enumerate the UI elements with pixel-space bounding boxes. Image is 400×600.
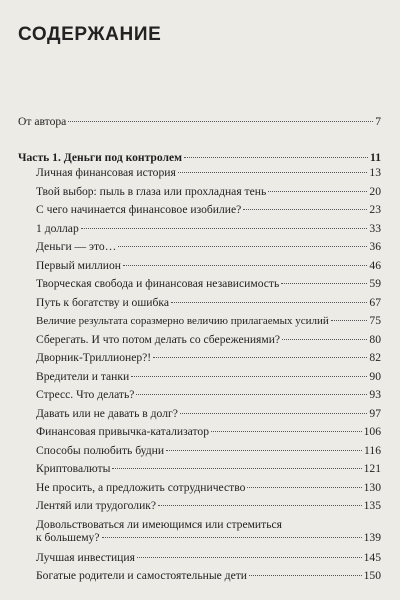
toc-entry[interactable] bbox=[36, 425, 381, 438]
toc-entry[interactable] bbox=[36, 185, 381, 198]
toc-entry-two-line[interactable] bbox=[36, 518, 381, 544]
toc-page-number: 130 bbox=[363, 481, 381, 494]
dot-leader bbox=[268, 191, 367, 192]
dot-leader bbox=[81, 228, 368, 229]
toc-entry-label-line2: к большему? bbox=[36, 531, 100, 544]
toc-entry[interactable] bbox=[36, 166, 381, 179]
dot-leader bbox=[68, 121, 373, 122]
dot-leader bbox=[281, 283, 367, 284]
toc-entry-label: Финансовая привычка-катализатор bbox=[36, 425, 210, 438]
toc-entry-label: С чего начинается финансовое изобилие? bbox=[36, 203, 242, 216]
toc-entry[interactable] bbox=[36, 481, 381, 494]
dot-leader bbox=[282, 339, 367, 340]
dot-leader bbox=[243, 209, 367, 210]
toc-entry-preface[interactable] bbox=[18, 115, 381, 128]
toc-entry[interactable] bbox=[36, 462, 381, 475]
dot-leader bbox=[331, 320, 368, 321]
dot-leader bbox=[118, 246, 367, 247]
toc-page-number: 11 bbox=[370, 151, 381, 164]
toc-page-number: 13 bbox=[369, 166, 381, 179]
toc-entry-label: Личная финансовая история bbox=[36, 166, 176, 179]
toc-page-number: 67 bbox=[369, 296, 381, 309]
toc-page-number: 23 bbox=[369, 203, 381, 216]
toc-entry-label: Криптовалюты bbox=[36, 462, 111, 475]
dot-leader bbox=[137, 557, 362, 558]
toc-entry[interactable] bbox=[36, 314, 381, 328]
toc-entry[interactable] bbox=[36, 569, 381, 582]
toc-entry[interactable] bbox=[36, 277, 381, 290]
toc-entry[interactable] bbox=[36, 444, 381, 457]
toc-entry[interactable] bbox=[36, 333, 381, 346]
toc-entry[interactable] bbox=[36, 551, 381, 564]
toc-page-number: 36 bbox=[369, 240, 381, 253]
toc-entry-label: Способы полюбить будни bbox=[36, 444, 165, 457]
toc-page-number: 106 bbox=[363, 425, 381, 438]
toc-page-number: 33 bbox=[369, 222, 381, 235]
toc-page-number: 150 bbox=[363, 569, 381, 582]
toc-entry-label: Давать или не давать в долг? bbox=[36, 407, 178, 420]
toc-entry-label: Деньги — это… bbox=[36, 240, 117, 253]
toc-entry-label: Лентяй или трудоголик? bbox=[36, 499, 157, 512]
toc-part-label: Часть 1. Деньги под контролем bbox=[18, 151, 183, 164]
toc-entry-label: Творческая свобода и финансовая независимость bbox=[36, 277, 280, 290]
page-title: СОДЕРЖАНИЕ bbox=[18, 24, 162, 45]
dot-leader bbox=[158, 505, 362, 506]
toc-page-number: 90 bbox=[369, 370, 381, 383]
toc-entry[interactable] bbox=[36, 203, 381, 216]
toc-entry-label: Вредители и танки bbox=[36, 370, 130, 383]
toc-entry-label: Первый миллион bbox=[36, 259, 122, 272]
toc-page-number: 97 bbox=[369, 407, 381, 420]
toc-entry[interactable] bbox=[36, 240, 381, 253]
dot-leader bbox=[166, 450, 362, 451]
toc-page-number: 59 bbox=[369, 277, 381, 290]
toc-entry-label: Сберегать. И что потом делать со сбережениями? bbox=[36, 333, 281, 346]
toc-entry[interactable] bbox=[36, 388, 381, 401]
toc-entry-label: Величие результата соразмерно величию прилагаемых усилий bbox=[36, 315, 329, 327]
toc-page-number: 75 bbox=[369, 314, 381, 327]
toc-entry[interactable] bbox=[36, 351, 381, 364]
toc-part-1[interactable] bbox=[18, 151, 381, 164]
toc-entry[interactable] bbox=[36, 259, 381, 272]
toc-entry-label: Стресс. Что делать? bbox=[36, 388, 135, 401]
toc-entry-label: Богатые родители и самостоятельные дети bbox=[36, 569, 247, 582]
toc-page-number: 20 bbox=[369, 185, 381, 198]
toc-entry-label: От автора bbox=[18, 115, 67, 128]
toc-entry-label: 1 доллар bbox=[36, 222, 79, 235]
dot-leader bbox=[112, 468, 361, 469]
toc-page-number: 46 bbox=[369, 259, 381, 272]
toc-page-number: 145 bbox=[363, 551, 381, 564]
dot-leader bbox=[184, 157, 368, 158]
toc-entry[interactable] bbox=[36, 296, 381, 309]
dot-leader bbox=[171, 302, 367, 303]
toc-page-number: 135 bbox=[363, 499, 381, 512]
dot-leader bbox=[178, 172, 368, 173]
toc-page-number: 82 bbox=[369, 351, 381, 364]
dot-leader bbox=[153, 357, 367, 358]
toc-page-number: 7 bbox=[375, 115, 381, 128]
toc-entry[interactable] bbox=[36, 499, 381, 512]
toc-entry-label-line1: Довольствоваться ли имеющимся или стремиться bbox=[36, 518, 282, 531]
toc-entry[interactable] bbox=[36, 222, 381, 235]
toc-entry-label: Путь к богатству и ошибка bbox=[36, 296, 169, 309]
toc-entry-label: Лучшая инвестиция bbox=[36, 551, 135, 564]
toc-entry[interactable] bbox=[36, 407, 381, 420]
dot-leader bbox=[247, 487, 361, 488]
toc-entry-label: Не просить, а предложить сотрудничество bbox=[36, 481, 246, 494]
toc-entry[interactable] bbox=[36, 370, 381, 383]
dot-leader bbox=[102, 537, 362, 538]
toc-page-number: 93 bbox=[369, 388, 381, 401]
dot-leader bbox=[136, 394, 367, 395]
toc-entry-label: Дворник-Триллионер?! bbox=[36, 351, 152, 364]
dot-leader bbox=[249, 575, 362, 576]
dot-leader bbox=[123, 265, 367, 266]
toc-page-number: 80 bbox=[369, 333, 381, 346]
dot-leader bbox=[131, 376, 367, 377]
toc-page-number: 139 bbox=[363, 531, 381, 544]
dot-leader bbox=[211, 431, 362, 432]
dot-leader bbox=[180, 413, 368, 414]
toc-page-number: 116 bbox=[364, 444, 381, 457]
toc-page-number: 121 bbox=[363, 462, 381, 475]
toc-entry-label: Твой выбор: пыль в глаза или прохладная тень bbox=[36, 185, 267, 198]
